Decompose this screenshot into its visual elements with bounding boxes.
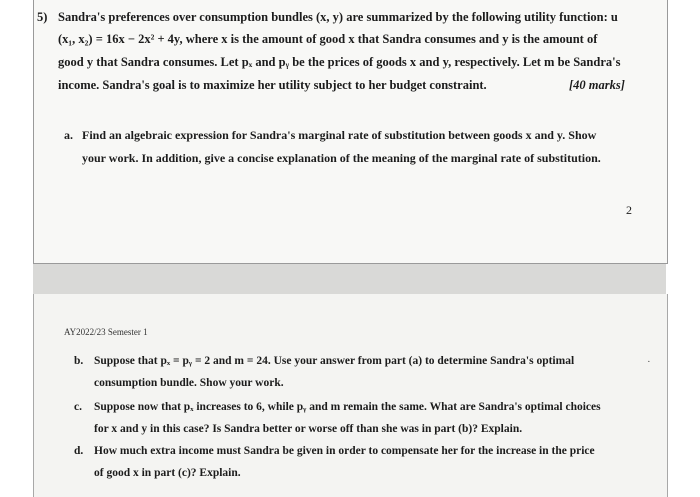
part-c-line-2: for x and y in this case? Is Sandra better or worse off than she was in part (b)? Explain. (94, 423, 523, 435)
part-b-label: b. (74, 355, 84, 367)
question-line-3: good y that Sandra consumes. Let pₓ and pᵧ be the prices of goods x and y, respectively. Let m be Sandra's (58, 55, 621, 69)
part-b-line-2: consumption bundle. Show your work. (94, 377, 284, 389)
part-a-line-1: Find an algebraic expression for Sandra's marginal rate of substitution between goods x and y. Show (82, 128, 597, 142)
part-a-label: a. (64, 128, 73, 142)
part-b-line-1: Suppose that pₓ = pᵧ = 2 and m = 24. Use your answer from part (a) to determine Sandra's optimal (94, 355, 575, 367)
question-line-4: income. Sandra's goal is to maximize her utility subject to her budget constraint. (58, 78, 487, 92)
part-d-line-2: of good x in part (c)? Explain. (94, 467, 241, 479)
part-d-line-1: How much extra income must Sandra be given in order to compensate her for the increase in the price (94, 445, 595, 457)
semester-footer: AY2022/23 Semester 1 (64, 327, 148, 337)
question-number: 5) (37, 10, 48, 24)
question-line-2: (x₁, x₂) = 16x − 2x² + 4y, where x is the amount of good x that Sandra consumes and y is the amount of (58, 32, 598, 46)
question-line-1: Sandra's preferences over consumption bundles (x, y) are summarized by the following utility function: u (58, 10, 618, 24)
part-a-line-2: your work. In addition, give a concise explanation of the meaning of the marginal rate of substitution. (82, 151, 601, 165)
question-marks: [40 marks] (569, 78, 625, 92)
part-d-label: d. (74, 445, 84, 457)
page-gap (33, 264, 666, 294)
part-c-line-1: Suppose now that pₓ increases to 6, while pᵧ and m remain the same. What are Sandra's optimal choices (94, 401, 601, 413)
margin-mark: · (647, 356, 651, 368)
page-number: 2 (626, 203, 632, 217)
part-c-label: c. (74, 401, 82, 413)
